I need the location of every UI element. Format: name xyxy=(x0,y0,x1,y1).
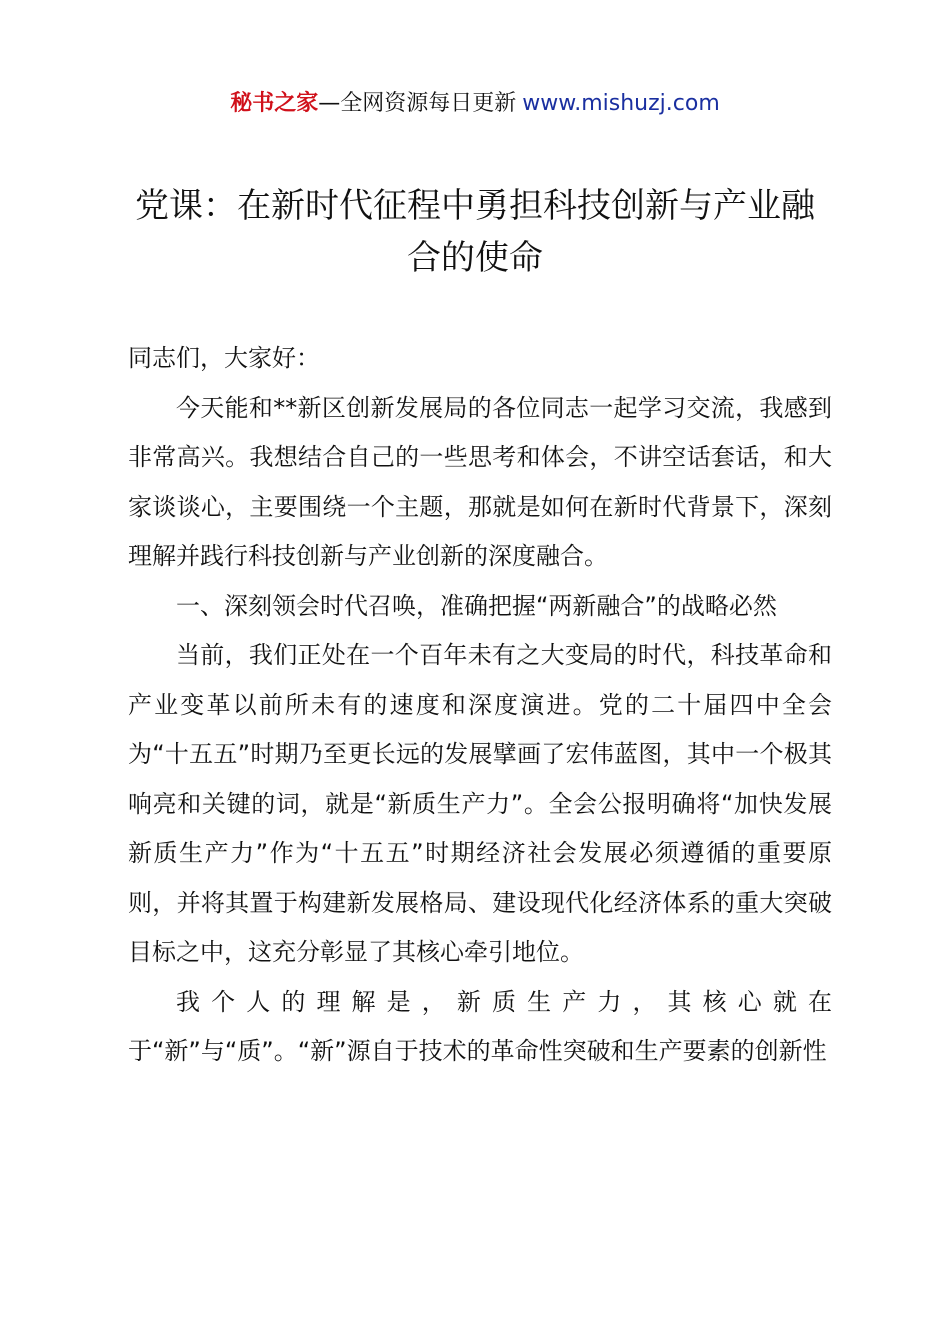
document-body xyxy=(128,334,832,1077)
brand-name: 秘书之家 xyxy=(230,91,319,116)
greeting-paragraph: 同志们，大家好： xyxy=(128,344,320,372)
body-paragraph: 我个人的理解是，新质生产力，其核心就在于“新”与“质”。“新”源自于技术的革命性突破和生产要素的创新性 xyxy=(128,987,832,1065)
body-paragraph: 当前，我们正处在一个百年未有之大变局的时代，科技革命和产业变革以前所未有的速度和深度演进。党的二十届四中全会为“十五五”时期乃至更长远的发展擘画了宏伟蓝图，其中一个极其响亮和关键的词，就是“新质生产力”。全会公报明确将“加快发展新质生产力”作为“十五五”时期经济社会发展必须遵循的重要原则，并将其置于构建新发展格局、建设现代化经济体系的重大突破目标之中，这充分彰显了其核心牵引地位。 xyxy=(128,641,832,966)
body-paragraph: 今天能和**新区创新发展局的各位同志一起学习交流，我感到非常高兴。我想结合自己的一些思考和体会，不讲空话套话，和大家谈谈心，主要围绕一个主题，那就是如何在新时代背景下，深刻理解并践行科技创新与产业创新的深度融合。 xyxy=(128,393,832,570)
section-heading: 一、深刻领会时代召唤，准确把握“两新融合”的战略必然 xyxy=(176,591,777,620)
site-url-link[interactable]: www.mishuzj.com xyxy=(522,91,720,116)
header-tagline: —全网资源每日更新 xyxy=(318,91,517,116)
site-header xyxy=(0,86,950,122)
document-title: 党课：在新时代征程中勇担科技创新与产业融合的使命 xyxy=(135,186,815,278)
